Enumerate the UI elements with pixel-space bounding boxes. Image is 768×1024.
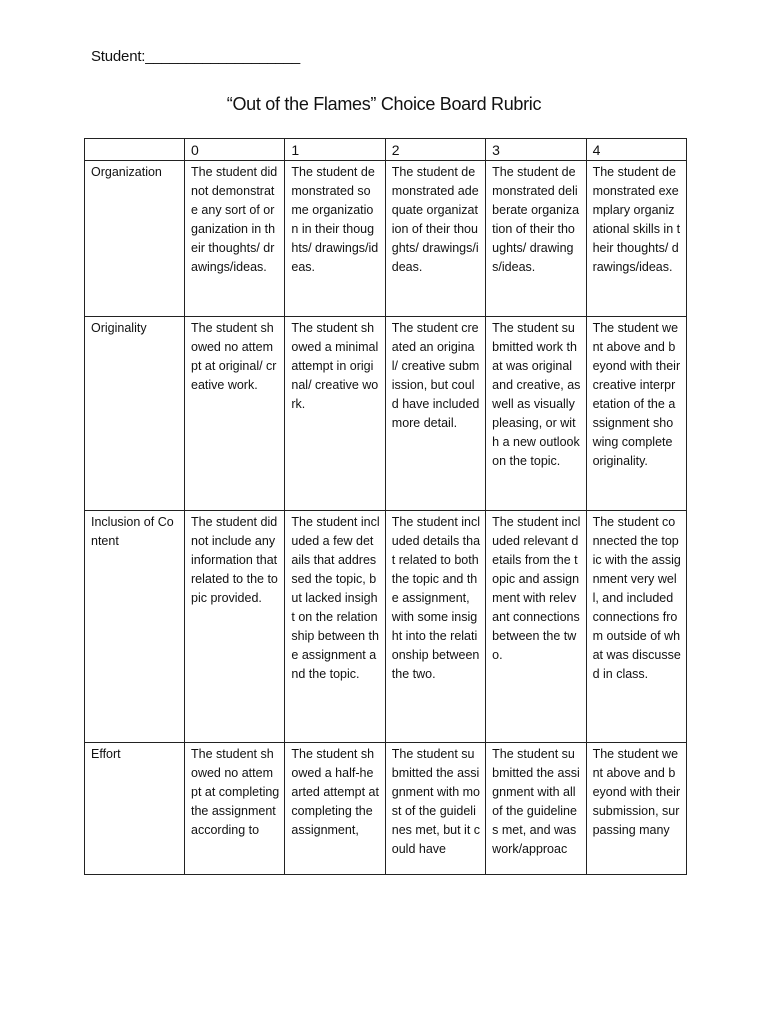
rubric-cell-score-1: The student showed a minimal attempt in original/ creative work. [285,317,385,511]
rubric-cell-score-4: The student demonstrated exemplary organizational skills in their thoughts/ drawings/ideas. [586,161,686,317]
rubric-cell-score-4: The student went above and beyond with their submission, surpassing many [586,743,686,875]
criterion-label: Inclusion of Content [85,511,185,743]
header-score-1: 1 [285,139,385,161]
header-score-0: 0 [185,139,285,161]
rubric-cell-score-1: The student included a few details that addressed the topic, but lacked insight on the relationship between the assignment and the topic. [285,511,385,743]
criterion-label: Organization [85,161,185,317]
student-name-line: Student:___________________ [91,48,300,65]
rubric-cell-score-2: The student included details that related to both the topic and the assignment, with some insight into the relationship between the two. [385,511,485,743]
rubric-cell-score-2: The student demonstrated adequate organization of their thoughts/ drawings/ideas. [385,161,485,317]
header-corner-cell [85,139,185,161]
rubric-row-inclusion-of-content [85,511,687,743]
rubric-cell-score-1: The student demonstrated some organization in their thoughts/ drawings/ideas. [285,161,385,317]
rubric-cell-score-3: The student submitted work that was original and creative, as well as visually pleasing, or with a new outlook on the topic. [486,317,586,511]
header-score-4: 4 [586,139,686,161]
page-title: “Out of the Flames” Choice Board Rubric [226,94,542,114]
rubric-table [84,138,687,875]
rubric-cell-score-1: The student showed a half-hearted attempt at completing the assignment, [285,743,385,875]
rubric-cell-score-4: The student connected the topic with the assignment very well, and included connections from outside of what was discussed in class. [586,511,686,743]
rubric-cell-score-3: The student included relevant details from the topic and assignment with relevant connections between the two. [486,511,586,743]
rubric-cell-score-4: The student went above and beyond with their creative interpretation of the assignment showing complete originality. [586,317,686,511]
header-score-2: 2 [385,139,485,161]
criterion-label: Originality [85,317,185,511]
rubric-cell-score-3: The student submitted the assignment with all of the guidelines met, and was work/approac [486,743,586,875]
criterion-label: Effort [85,743,185,875]
rubric-cell-score-0: The student showed no attempt at original/ creative work. [185,317,285,511]
rubric-cell-score-0: The student showed no attempt at completing the assignment according to [185,743,285,875]
rubric-row-originality [85,317,687,511]
rubric-row-effort [85,743,687,875]
rubric-cell-score-0: The student did not include any information that related to the topic provided. [185,511,285,743]
rubric-row-organization [85,161,687,317]
rubric-cell-score-2: The student created an original/ creative submission, but could have included more detail. [385,317,485,511]
header-score-3: 3 [486,139,586,161]
rubric-cell-score-2: The student submitted the assignment with most of the guidelines met, but it could have [385,743,485,875]
rubric-cell-score-3: The student demonstrated deliberate organization of their thoughts/ drawings/ideas. [486,161,586,317]
rubric-cell-score-0: The student did not demonstrate any sort of organization in their thoughts/ drawings/ideas. [185,161,285,317]
rubric-header-row [85,139,687,161]
